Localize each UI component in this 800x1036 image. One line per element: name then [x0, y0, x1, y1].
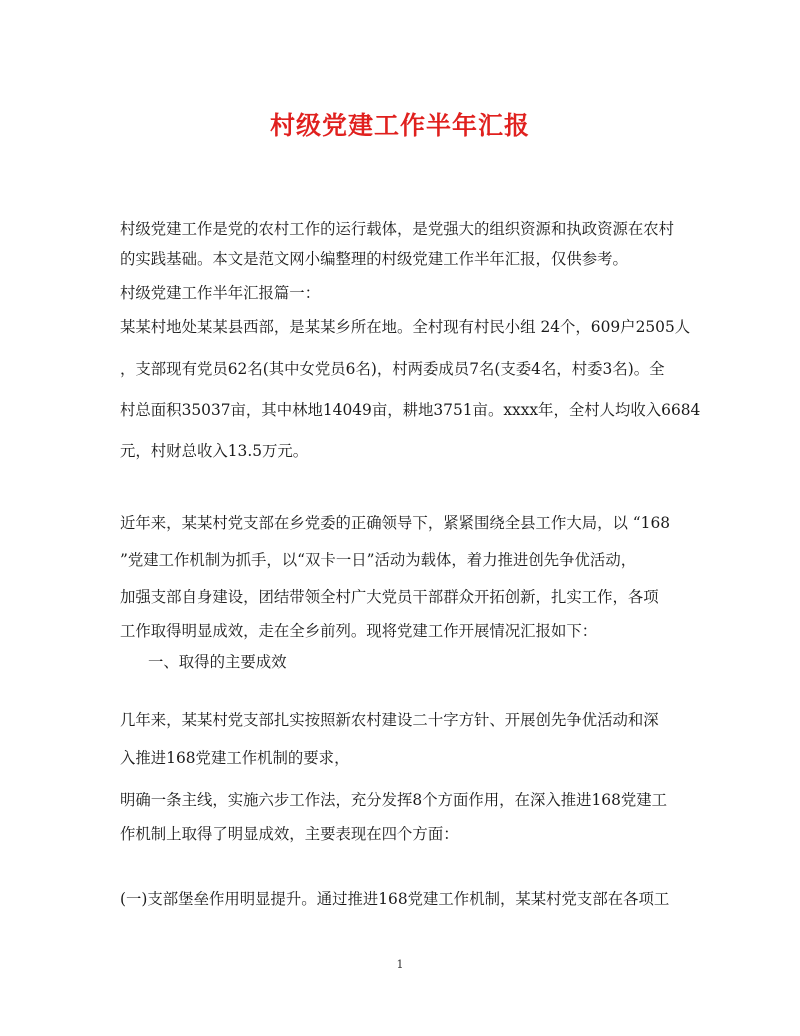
body-line: 元，村财总收入13.5万元。: [120, 442, 309, 460]
body-line: 村级党建工作是党的农村工作的运行载体，是党强大的组织资源和执政资源在农村: [120, 220, 675, 238]
body-line: 加强支部自身建设，团结带领全村广大党员干部群众开拓创新，扎实工作，各项: [120, 588, 659, 606]
body-line: 明确一条主线，实施六步工作法，充分发挥8个方面作用，在深入推进168党建工: [120, 791, 668, 809]
body-line: ，支部现有党员62名(其中女党员6名)，村两委成员7名(支委4名，村委3名)。全: [120, 360, 665, 378]
body-line: (一)支部堡垒作用明显提升。通过推进168党建工作机制，某某村党支部在各项工: [120, 890, 670, 908]
body-line: 近年来，某某村党支部在乡党委的正确领导下，紧紧围绕全县工作大局，以 “168: [120, 514, 671, 532]
page-number: 1: [396, 958, 404, 971]
body-line: 的实践基础。本文是范文网小编整理的村级党建工作半年汇报，仅供参考。: [120, 250, 628, 268]
document-title: 村级党建工作半年汇报: [269, 111, 530, 140]
section-heading: 村级党建工作半年汇报篇一：: [120, 284, 321, 302]
section-heading: 一、取得的主要成效: [148, 653, 287, 671]
body-line: 村总面积35037亩，其中林地14049亩，耕地3751亩。xxxx年，全村人均收入6684: [120, 401, 701, 419]
body-line: ”党建工作机制为抓手，以“双卡一日”活动为载体，着力推进创先争优活动，: [120, 551, 637, 569]
body-line: 工作取得明显成效，走在全乡前列。现将党建工作开展情况汇报如下：: [120, 622, 598, 640]
body-line: 入推进168党建工作机制的要求，: [120, 749, 350, 767]
body-line: 几年来，某某村党支部扎实按照新农村建设二十字方针、开展创先争优活动和深: [120, 711, 659, 729]
body-line: 某某村地处某某县西部，是某某乡所在地。全村现有村民小组 24个，609户2505人: [120, 318, 691, 336]
body-line: 作机制上取得了明显成效，主要表现在四个方面：: [120, 825, 459, 843]
